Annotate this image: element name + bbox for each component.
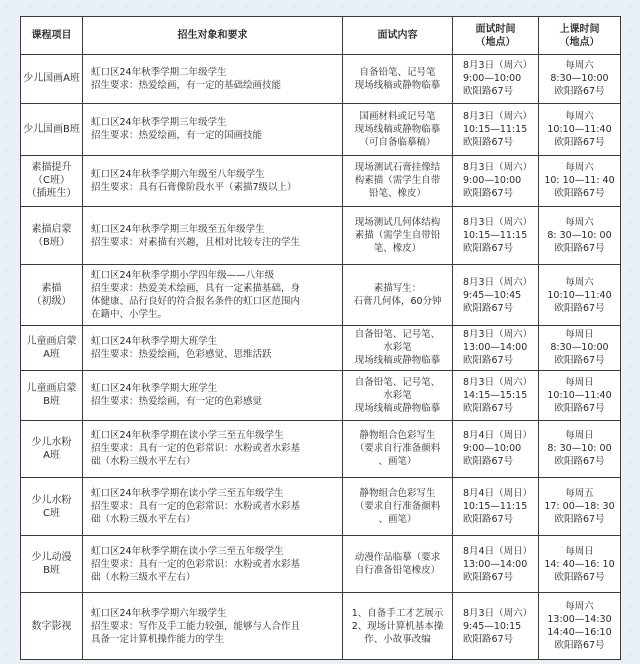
table-row [21, 326, 621, 371]
header-requirements: 招生对象和要求 [83, 17, 343, 55]
interview-time-cell: 8月3日（周六） 13:00—14:00 欧阳路67号 [453, 326, 539, 371]
course-cell: 数字影视 [21, 593, 83, 660]
class-schedule-table [20, 16, 621, 660]
interview-cell: 自备铅笔、记号笔 现场线稿或静物临摹 [343, 55, 453, 104]
requirements-cell: 虹口区24年秋季学期六年级学生 招生要求：写作及手工能力较强，能够与人合作且 具备一定计算机操作能力的学生 [83, 593, 343, 660]
header-interview: 面试内容 [343, 17, 453, 55]
course-cell: 少儿国画A班 [21, 55, 83, 104]
class-time-cell: 每周日 10:10—11:40 欧阳路67号 [539, 370, 621, 421]
class-time-cell: 每周五 17: 00—18: 30 欧阳路67号 [539, 477, 621, 536]
interview-time-cell: 8月4日（周日） 9:00—10:00 欧阳路67号 [453, 421, 539, 478]
interview-cell: 动漫作品临摹（要求 自行准备铅笔橡皮） [343, 536, 453, 593]
table-row [21, 265, 621, 326]
interview-time-cell: 8月4日（周日） 10:15—11:15 欧阳路67号 [453, 477, 539, 536]
table-row [21, 421, 621, 478]
header-class-time: 上课时间 （地点） [539, 17, 621, 55]
requirements-cell: 虹口区24年秋季学期在读小学三至五年级学生 招生要求：具有一定的色彩常识：水粉或者水彩基 础（水粉三级水平左右） [83, 421, 343, 478]
class-time-cell: 每周日 8:30—10:00 欧阳路67号 [539, 326, 621, 371]
requirements-cell: 虹口区24年秋季学期大班学生 招生要求：热爱绘画，有一定的色彩感觉 [83, 370, 343, 421]
table-row [21, 536, 621, 593]
interview-cell: 静物组合色彩写生 （要求自行准备颜料 、画笔） [343, 421, 453, 478]
interview-time-cell: 8月3日（周六） 9:45—10:15 欧阳路67号 [453, 593, 539, 660]
interview-cell: 素描写生： 石膏几何体，60分钟 [343, 265, 453, 326]
class-time-cell: 每周六 8: 30—10: 00 欧阳路67号 [539, 206, 621, 265]
requirements-cell: 虹口区24年秋季学期二年级学生 招生要求：热爱绘画，有一定的基础绘画技能 [83, 55, 343, 104]
course-cell: 儿童画启蒙 A班 [21, 326, 83, 371]
requirements-cell: 虹口区24年秋季学期小学四年级——八年级 招生要求：热爱美术绘画，具有一定素描基础，身 体健康、品行良好的符合报名条件的虹口区范围内 在籍中、小学生。 [83, 265, 343, 326]
requirements-cell: 虹口区24年秋季学期大班学生 招生要求：热爱绘画，色彩感觉、思维活跃 [83, 326, 343, 371]
header-row [21, 17, 621, 55]
course-cell: 少儿动漫 B班 [21, 536, 83, 593]
interview-cell: 静物组合色彩写生 （要求自行准备颜料 、画笔） [343, 477, 453, 536]
header-interview-time: 面试时间 （地点） [453, 17, 539, 55]
course-cell: 少儿国画B班 [21, 103, 83, 156]
course-cell: 素描提升 （C班） （插班生） [21, 156, 83, 207]
table-row [21, 55, 621, 104]
class-time-cell: 每周日 8: 30—10: 00 欧阳路67号 [539, 421, 621, 478]
class-time-cell: 每周六 13:00—14:30 14:40—16:10 欧阳路67号 [539, 593, 621, 660]
requirements-cell: 虹口区24年秋季学期在读小学三至五年级学生 招生要求：具有一定的色彩常识：水粉或者水彩基 础（水粉三级水平左右） [83, 536, 343, 593]
interview-cell: 国画材料或记号笔 现场线稿或静物临摹 （可自备临摹稿） [343, 103, 453, 156]
class-time-cell: 每周六 8:30—10:00 欧阳路67号 [539, 55, 621, 104]
course-cell: 少儿水粉 A班 [21, 421, 83, 478]
table-row [21, 156, 621, 207]
requirements-cell: 虹口区24年秋季学期三年级至五年级学生 招生要求：对素描有兴趣，且相对比较专注的学生 [83, 206, 343, 265]
table-row [21, 370, 621, 421]
interview-time-cell: 8月3日（周六） 10:15—11:15 欧阳路67号 [453, 206, 539, 265]
class-time-cell: 每周日 14: 40—16: 10 欧阳路67号 [539, 536, 621, 593]
header-course: 课程项目 [21, 17, 83, 55]
interview-time-cell: 8月3日（周六） 9:00—10:00 欧阳路67号 [453, 156, 539, 207]
class-time-cell: 每周六 10: 10—11: 40 欧阳路67号 [539, 156, 621, 207]
interview-cell: 现场测试几何体结构 素描（需学生自带铅 笔、橡皮） [343, 206, 453, 265]
table-row [21, 103, 621, 156]
schedule-sheet [20, 16, 620, 660]
interview-time-cell: 8月3日（周六） 10:15—11:15 欧阳路67号 [453, 103, 539, 156]
interview-cell: 1、自备手工才艺展示 2、现场计算机基本操 作、小故事改编 [343, 593, 453, 660]
interview-cell: 自备铅笔、记号笔、 水彩笔 现场线稿或静物临摹 [343, 370, 453, 421]
interview-time-cell: 8月3日（周六） 9:45—10:45 欧阳路67号 [453, 265, 539, 326]
class-time-cell: 每周六 10:10—11:40 欧阳路67号 [539, 103, 621, 156]
course-cell: 儿童画启蒙 B班 [21, 370, 83, 421]
requirements-cell: 虹口区24年秋季学期在读小学三至五年级学生 招生要求：具有一定的色彩常识：水粉或者水彩基 础（水粉三级水平左右） [83, 477, 343, 536]
class-time-cell: 每周六 10:10—11:40 欧阳路67号 [539, 265, 621, 326]
interview-time-cell: 8月4日（周日） 13:00—14:00 欧阳路67号 [453, 536, 539, 593]
interview-cell: 自备铅笔、记号笔、 水彩笔 现场线稿或静物临摹 [343, 326, 453, 371]
course-cell: 素描启蒙 （B班） [21, 206, 83, 265]
course-cell: 少儿水粉 C班 [21, 477, 83, 536]
table-row [21, 593, 621, 660]
course-cell: 素描 （初级） [21, 265, 83, 326]
requirements-cell: 虹口区24年秋季学期三年级学生 招生要求：热爱绘画，有一定的国画技能 [83, 103, 343, 156]
table-row [21, 206, 621, 265]
interview-cell: 现场测试石膏挂像结 构素描（需学生自带 铅笔、橡皮） [343, 156, 453, 207]
interview-time-cell: 8月3日（周六） 9:00—10:00 欧阳路67号 [453, 55, 539, 104]
interview-time-cell: 8月3日（周六） 14:15—15:15 欧阳路67号 [453, 370, 539, 421]
table-row [21, 477, 621, 536]
requirements-cell: 虹口区24年秋季学期六年级至八年级学生 招生要求：具有石膏像阶段水平（素描7级以上） [83, 156, 343, 207]
